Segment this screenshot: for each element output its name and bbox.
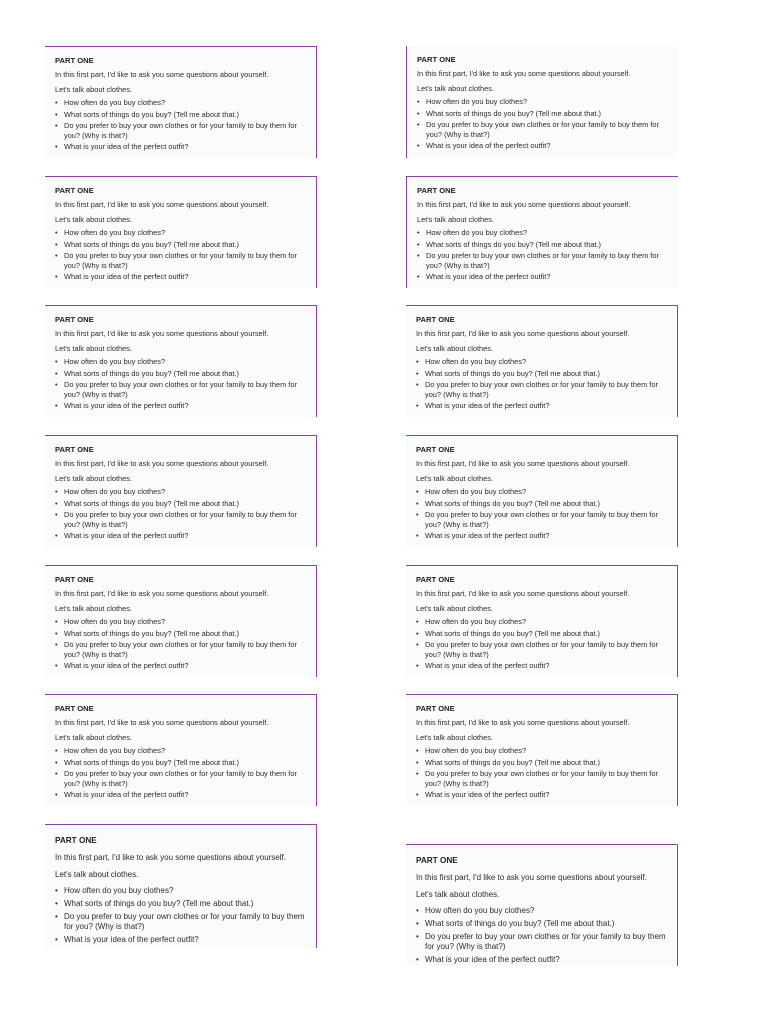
bullet-icon: • bbox=[55, 227, 58, 237]
card-intro: In this first part, I'd like to ask you some questions about yourself. bbox=[55, 853, 286, 863]
question-item bbox=[416, 510, 669, 529]
card-title: PART ONE bbox=[416, 445, 455, 454]
card-topic: Let's talk about clothes. bbox=[417, 214, 495, 224]
question-item bbox=[55, 369, 308, 378]
question-card-10 bbox=[406, 565, 678, 677]
bullet-icon: • bbox=[55, 380, 58, 390]
question-card-2 bbox=[406, 46, 678, 158]
question-card-6 bbox=[406, 305, 678, 417]
bullet-icon: • bbox=[416, 356, 419, 366]
bullet-icon: • bbox=[417, 251, 420, 261]
question-item bbox=[55, 240, 308, 249]
card-title: PART ONE bbox=[55, 315, 94, 324]
bullet-icon: • bbox=[416, 906, 419, 916]
question-text: How often do you buy clothes? bbox=[64, 616, 166, 626]
bullet-icon: • bbox=[416, 486, 419, 496]
question-list bbox=[55, 228, 308, 282]
card-topic: Let's talk about clothes. bbox=[416, 473, 494, 483]
question-list bbox=[55, 487, 308, 541]
question-item bbox=[416, 661, 669, 670]
question-text: What is your idea of the perfect outfit? bbox=[64, 790, 189, 800]
question-text: What sorts of things do you buy? (Tell me about that.) bbox=[64, 757, 239, 767]
bullet-icon: • bbox=[417, 227, 420, 237]
bullet-icon: • bbox=[55, 97, 58, 107]
question-text: Do you prefer to buy your own clothes or for your family to buy them for you? (Why is that?) bbox=[425, 510, 658, 529]
question-list bbox=[55, 617, 308, 671]
question-item bbox=[416, 531, 669, 540]
question-text: What is your idea of the perfect outfit? bbox=[426, 272, 551, 282]
question-list bbox=[417, 228, 670, 282]
question-item bbox=[417, 141, 670, 150]
question-item bbox=[416, 401, 669, 410]
question-card-12 bbox=[406, 694, 678, 806]
card-title: PART ONE bbox=[55, 836, 97, 845]
bullet-icon: • bbox=[416, 531, 419, 541]
question-item bbox=[55, 499, 308, 508]
question-card-5 bbox=[45, 305, 317, 417]
question-list bbox=[416, 487, 669, 541]
bullet-icon: • bbox=[416, 919, 419, 929]
question-text: How often do you buy clothes? bbox=[425, 616, 527, 626]
question-text: Do you prefer to buy your own clothes or for your family to buy them for you? (Why is that?) bbox=[426, 120, 659, 139]
bullet-icon: • bbox=[417, 120, 420, 130]
question-item bbox=[55, 769, 308, 788]
question-text: What sorts of things do you buy? (Tell me about that.) bbox=[64, 109, 239, 119]
question-item bbox=[55, 912, 308, 932]
question-item bbox=[417, 240, 670, 249]
bullet-icon: • bbox=[55, 912, 58, 922]
bullet-icon: • bbox=[55, 899, 58, 909]
question-item bbox=[416, 487, 669, 496]
question-item bbox=[416, 955, 669, 965]
question-text: Do you prefer to buy your own clothes or for your family to buy them for you? (Why is that?) bbox=[426, 251, 659, 270]
bullet-icon: • bbox=[55, 769, 58, 779]
card-title: PART ONE bbox=[55, 56, 94, 65]
card-intro: In this first part, I'd like to ask you some questions about yourself. bbox=[55, 329, 269, 339]
bullet-icon: • bbox=[416, 661, 419, 671]
card-title: PART ONE bbox=[55, 186, 94, 195]
question-item bbox=[55, 746, 308, 755]
bullet-icon: • bbox=[55, 368, 58, 378]
question-text: What sorts of things do you buy? (Tell me about that.) bbox=[425, 368, 600, 378]
card-title: PART ONE bbox=[55, 704, 94, 713]
question-text: Do you prefer to buy your own clothes or for your family to buy them for you? (Why is that?) bbox=[64, 510, 297, 529]
card-topic: Let's talk about clothes. bbox=[55, 732, 133, 742]
question-text: What is your idea of the perfect outfit? bbox=[425, 955, 560, 965]
bullet-icon: • bbox=[416, 368, 419, 378]
question-item bbox=[55, 661, 308, 670]
question-list bbox=[55, 886, 308, 945]
card-title: PART ONE bbox=[416, 704, 455, 713]
question-item bbox=[417, 228, 670, 237]
card-title: PART ONE bbox=[416, 575, 455, 584]
bullet-icon: • bbox=[55, 628, 58, 638]
card-title: PART ONE bbox=[417, 186, 456, 195]
question-text: How often do you buy clothes? bbox=[426, 227, 528, 237]
card-intro: In this first part, I'd like to ask you some questions about yourself. bbox=[55, 459, 269, 469]
bullet-icon: • bbox=[55, 510, 58, 520]
question-item bbox=[55, 272, 308, 281]
question-item bbox=[416, 758, 669, 767]
card-topic: Let's talk about clothes. bbox=[55, 84, 133, 94]
question-item bbox=[417, 109, 670, 118]
card-topic: Let's talk about clothes. bbox=[416, 603, 494, 613]
question-text: What is your idea of the perfect outfit? bbox=[64, 935, 199, 945]
question-item bbox=[416, 906, 669, 916]
bullet-icon: • bbox=[416, 640, 419, 650]
question-item bbox=[55, 758, 308, 767]
question-text: What sorts of things do you buy? (Tell me about that.) bbox=[64, 239, 239, 249]
question-item bbox=[55, 251, 308, 270]
bullet-icon: • bbox=[55, 251, 58, 261]
question-item bbox=[55, 935, 308, 945]
bullet-icon: • bbox=[55, 498, 58, 508]
question-text: How often do you buy clothes? bbox=[425, 356, 527, 366]
bullet-icon: • bbox=[416, 380, 419, 390]
question-text: What sorts of things do you buy? (Tell me about that.) bbox=[425, 757, 600, 767]
question-text: Do you prefer to buy your own clothes or for your family to buy them for you? (Why is that?) bbox=[425, 932, 666, 952]
bullet-icon: • bbox=[55, 401, 58, 411]
question-text: What sorts of things do you buy? (Tell me about that.) bbox=[426, 108, 601, 118]
question-item bbox=[55, 357, 308, 366]
question-text: What sorts of things do you buy? (Tell me about that.) bbox=[64, 368, 239, 378]
question-card-4 bbox=[406, 176, 678, 288]
question-text: Do you prefer to buy your own clothes or for your family to buy them for you? (Why is that?) bbox=[64, 380, 297, 399]
bullet-icon: • bbox=[55, 640, 58, 650]
question-text: What sorts of things do you buy? (Tell me about that.) bbox=[425, 919, 615, 929]
card-title: PART ONE bbox=[417, 55, 456, 64]
question-text: Do you prefer to buy your own clothes or for your family to buy them for you? (Why is that?) bbox=[425, 380, 658, 399]
bullet-icon: • bbox=[55, 790, 58, 800]
question-card-7 bbox=[45, 435, 317, 547]
question-text: What is your idea of the perfect outfit? bbox=[64, 142, 189, 152]
question-card-11 bbox=[45, 694, 317, 806]
question-text: What is your idea of the perfect outfit? bbox=[425, 401, 550, 411]
card-topic: Let's talk about clothes. bbox=[55, 343, 133, 353]
bullet-icon: • bbox=[416, 401, 419, 411]
bullet-icon: • bbox=[416, 790, 419, 800]
question-item bbox=[416, 499, 669, 508]
question-list bbox=[417, 97, 670, 151]
question-text: What is your idea of the perfect outfit? bbox=[64, 401, 189, 411]
question-text: What is your idea of the perfect outfit? bbox=[426, 141, 551, 151]
question-item bbox=[55, 531, 308, 540]
question-item bbox=[55, 617, 308, 626]
card-topic: Let's talk about clothes. bbox=[416, 343, 494, 353]
card-topic: Let's talk about clothes. bbox=[55, 603, 133, 613]
question-list bbox=[55, 357, 308, 411]
card-intro: In this first part, I'd like to ask you some questions about yourself. bbox=[55, 200, 269, 210]
question-text: What is your idea of the perfect outfit? bbox=[64, 272, 189, 282]
bullet-icon: • bbox=[55, 757, 58, 767]
question-text: Do you prefer to buy your own clothes or for your family to buy them for you? (Why is that?) bbox=[64, 769, 297, 788]
question-card-9 bbox=[45, 565, 317, 677]
question-text: What sorts of things do you buy? (Tell me about that.) bbox=[64, 628, 239, 638]
question-list bbox=[55, 98, 308, 152]
bullet-icon: • bbox=[416, 757, 419, 767]
card-intro: In this first part, I'd like to ask you some questions about yourself. bbox=[416, 589, 630, 599]
question-item bbox=[416, 790, 669, 799]
question-list bbox=[416, 357, 669, 411]
bullet-icon: • bbox=[55, 109, 58, 119]
question-list bbox=[416, 617, 669, 671]
question-item bbox=[417, 272, 670, 281]
question-item bbox=[416, 617, 669, 626]
question-text: How often do you buy clothes? bbox=[64, 486, 166, 496]
bullet-icon: • bbox=[55, 616, 58, 626]
question-item bbox=[55, 110, 308, 119]
question-text: What is your idea of the perfect outfit? bbox=[64, 531, 189, 541]
question-item bbox=[417, 97, 670, 106]
question-item bbox=[416, 919, 669, 929]
card-intro: In this first part, I'd like to ask you some questions about yourself. bbox=[55, 70, 269, 80]
question-item bbox=[416, 746, 669, 755]
bullet-icon: • bbox=[55, 935, 58, 945]
question-text: How often do you buy clothes? bbox=[64, 886, 174, 896]
bullet-icon: • bbox=[55, 745, 58, 755]
question-text: What sorts of things do you buy? (Tell me about that.) bbox=[64, 899, 254, 909]
question-text: What sorts of things do you buy? (Tell me about that.) bbox=[425, 498, 600, 508]
card-intro: In this first part, I'd like to ask you some questions about yourself. bbox=[55, 718, 269, 728]
question-text: Do you prefer to buy your own clothes or for your family to buy them for you? (Why is that?) bbox=[64, 251, 297, 270]
bullet-icon: • bbox=[55, 886, 58, 896]
bullet-icon: • bbox=[416, 510, 419, 520]
card-topic: Let's talk about clothes. bbox=[416, 732, 494, 742]
question-item bbox=[55, 899, 308, 909]
card-intro: In this first part, I'd like to ask you some questions about yourself. bbox=[416, 329, 630, 339]
bullet-icon: • bbox=[416, 628, 419, 638]
question-list bbox=[55, 746, 308, 800]
question-card-13 bbox=[45, 824, 317, 948]
question-item bbox=[55, 98, 308, 107]
question-text: How often do you buy clothes? bbox=[425, 745, 527, 755]
question-text: Do you prefer to buy your own clothes or for your family to buy them for you? (Why is that?) bbox=[64, 912, 305, 932]
question-item bbox=[55, 380, 308, 399]
card-intro: In this first part, I'd like to ask you some questions about yourself. bbox=[416, 873, 647, 883]
bullet-icon: • bbox=[416, 745, 419, 755]
bullet-icon: • bbox=[55, 531, 58, 541]
card-topic: Let's talk about clothes. bbox=[55, 214, 133, 224]
question-item bbox=[416, 629, 669, 638]
question-item bbox=[416, 357, 669, 366]
question-card-3 bbox=[45, 176, 317, 288]
bullet-icon: • bbox=[55, 661, 58, 671]
question-item bbox=[55, 640, 308, 659]
card-topic: Let's talk about clothes. bbox=[55, 473, 133, 483]
question-item bbox=[416, 380, 669, 399]
bullet-icon: • bbox=[416, 932, 419, 942]
bullet-icon: • bbox=[417, 96, 420, 106]
question-text: How often do you buy clothes? bbox=[426, 96, 528, 106]
question-text: What sorts of things do you buy? (Tell me about that.) bbox=[426, 239, 601, 249]
bullet-icon: • bbox=[55, 486, 58, 496]
question-item bbox=[55, 487, 308, 496]
question-item bbox=[55, 790, 308, 799]
question-text: What sorts of things do you buy? (Tell me about that.) bbox=[425, 628, 600, 638]
bullet-icon: • bbox=[416, 769, 419, 779]
card-title: PART ONE bbox=[416, 856, 458, 865]
card-intro: In this first part, I'd like to ask you some questions about yourself. bbox=[55, 589, 269, 599]
question-text: Do you prefer to buy your own clothes or for your family to buy them for you? (Why is that?) bbox=[425, 769, 658, 788]
question-text: What is your idea of the perfect outfit? bbox=[425, 790, 550, 800]
question-list bbox=[416, 906, 669, 965]
bullet-icon: • bbox=[55, 142, 58, 152]
question-text: How often do you buy clothes? bbox=[425, 486, 527, 496]
question-text: How often do you buy clothes? bbox=[64, 227, 166, 237]
bullet-icon: • bbox=[417, 239, 420, 249]
question-list bbox=[416, 746, 669, 800]
question-text: How often do you buy clothes? bbox=[64, 97, 166, 107]
card-title: PART ONE bbox=[416, 315, 455, 324]
question-item bbox=[417, 120, 670, 139]
question-text: What is your idea of the perfect outfit? bbox=[64, 661, 189, 671]
question-text: Do you prefer to buy your own clothes or for your family to buy them for you? (Why is that?) bbox=[425, 640, 658, 659]
question-item bbox=[55, 401, 308, 410]
card-title: PART ONE bbox=[55, 445, 94, 454]
bullet-icon: • bbox=[417, 108, 420, 118]
question-card-8 bbox=[406, 435, 678, 547]
bullet-icon: • bbox=[55, 239, 58, 249]
question-text: What sorts of things do you buy? (Tell me about that.) bbox=[64, 498, 239, 508]
bullet-icon: • bbox=[416, 616, 419, 626]
card-title: PART ONE bbox=[55, 575, 94, 584]
question-item bbox=[416, 640, 669, 659]
question-item bbox=[55, 629, 308, 638]
question-card-1 bbox=[45, 46, 317, 158]
question-item bbox=[417, 251, 670, 270]
card-intro: In this first part, I'd like to ask you some questions about yourself. bbox=[417, 200, 631, 210]
question-item bbox=[55, 142, 308, 151]
question-item bbox=[55, 510, 308, 529]
question-item bbox=[55, 886, 308, 896]
bullet-icon: • bbox=[55, 121, 58, 131]
bullet-icon: • bbox=[55, 356, 58, 366]
bullet-icon: • bbox=[55, 272, 58, 282]
question-text: Do you prefer to buy your own clothes or for your family to buy them for you? (Why is that?) bbox=[64, 640, 297, 659]
question-text: What is your idea of the perfect outfit? bbox=[425, 661, 550, 671]
card-intro: In this first part, I'd like to ask you some questions about yourself. bbox=[416, 718, 630, 728]
question-text: How often do you buy clothes? bbox=[64, 745, 166, 755]
card-topic: Let's talk about clothes. bbox=[416, 890, 500, 900]
card-topic: Let's talk about clothes. bbox=[55, 870, 139, 880]
question-item bbox=[416, 369, 669, 378]
bullet-icon: • bbox=[416, 498, 419, 508]
question-text: How often do you buy clothes? bbox=[425, 906, 535, 916]
question-item bbox=[55, 121, 308, 140]
question-text: How often do you buy clothes? bbox=[64, 356, 166, 366]
question-item bbox=[416, 932, 669, 952]
card-intro: In this first part, I'd like to ask you some questions about yourself. bbox=[417, 69, 631, 79]
bullet-icon: • bbox=[416, 955, 419, 965]
bullet-icon: • bbox=[417, 141, 420, 151]
bullet-icon: • bbox=[417, 272, 420, 282]
question-item bbox=[416, 769, 669, 788]
card-topic: Let's talk about clothes. bbox=[417, 83, 495, 93]
question-item bbox=[55, 228, 308, 237]
question-text: Do you prefer to buy your own clothes or for your family to buy them for you? (Why is that?) bbox=[64, 121, 297, 140]
card-intro: In this first part, I'd like to ask you some questions about yourself. bbox=[416, 459, 630, 469]
question-text: What is your idea of the perfect outfit? bbox=[425, 531, 550, 541]
question-card-14 bbox=[406, 844, 678, 966]
